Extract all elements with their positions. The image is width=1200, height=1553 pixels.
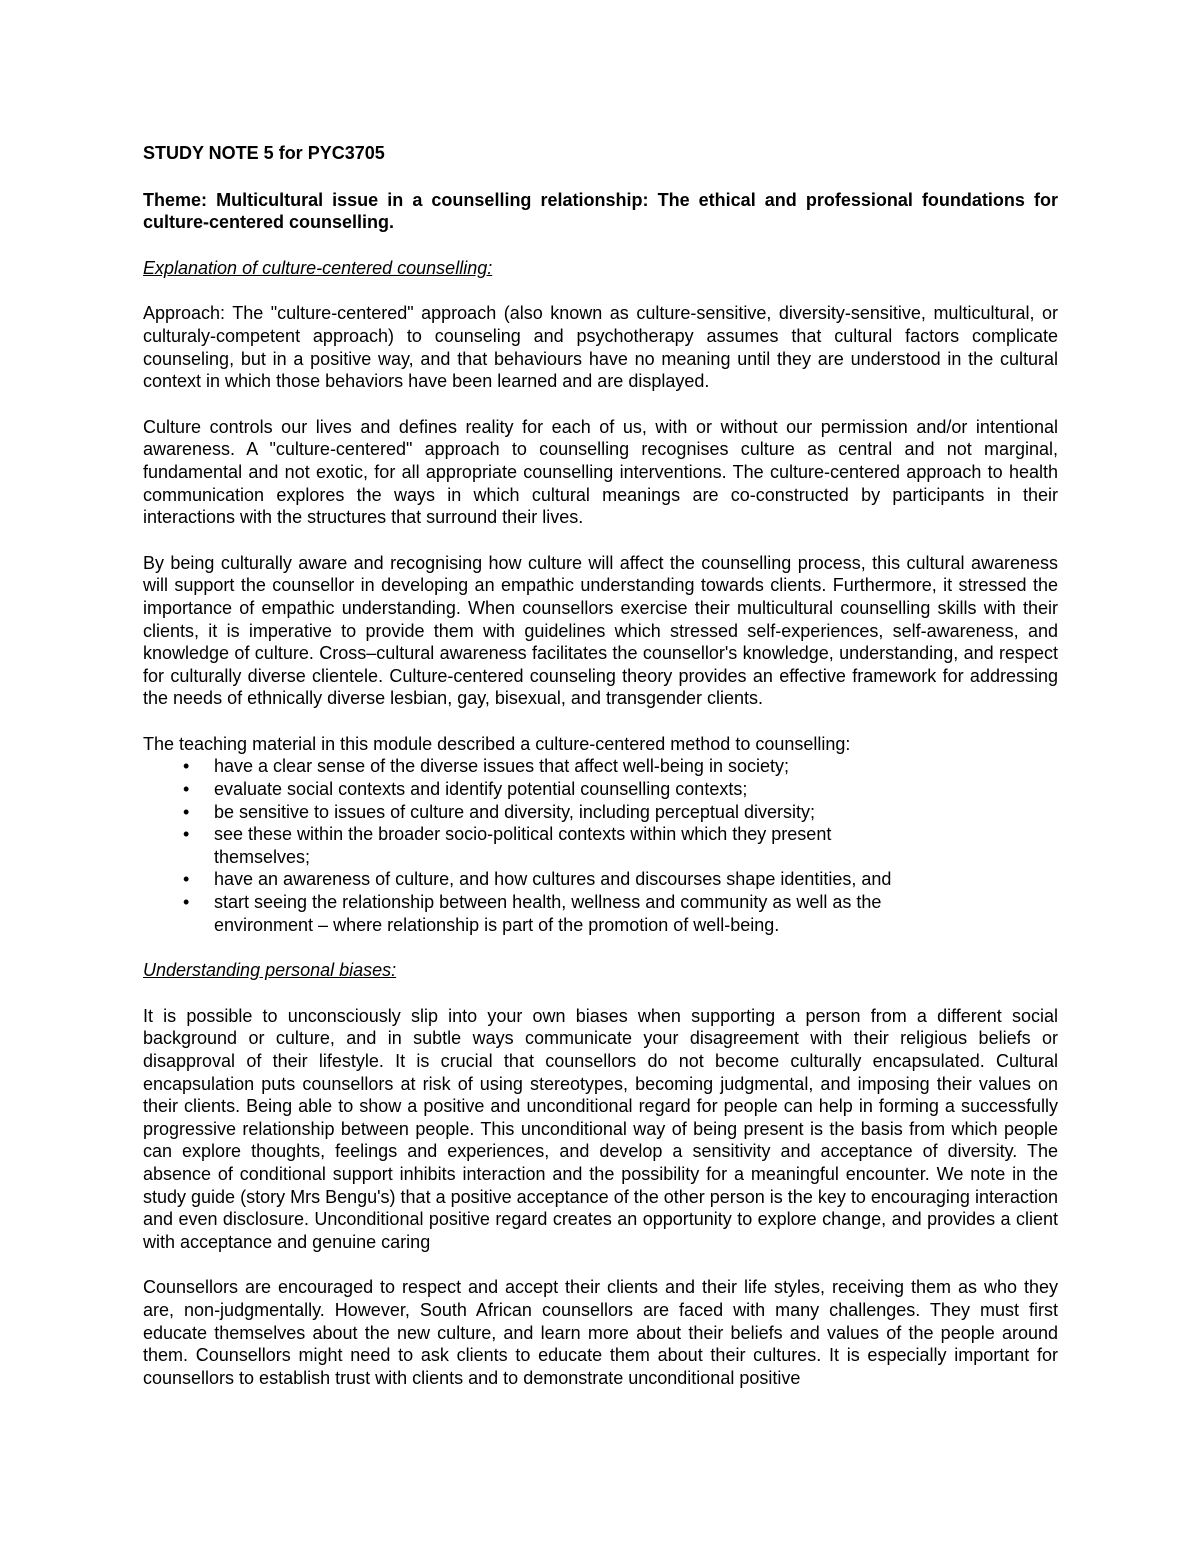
- section-heading-culture-centered: Explanation of culture-centered counselling:: [143, 257, 493, 278]
- bullet-icon: •: [183, 801, 190, 822]
- list-item-text: start seeing the relationship between health, wellness and community as well as the environment – where relationship is part of the promotion of well-being.: [214, 892, 882, 935]
- document-title: STUDY NOTE 5 for PYC3705: [143, 143, 385, 163]
- paragraph-approach: Approach: The "culture-centered" approach (also known as culture-sensitive, diversity-sensitive, multicultural, or culturaly-competent approach) to counseling and psychotherapy assumes that cultural factors complicate counseling, but in a positive way, and that behaviours have no meaning until they are understood in the cultural context in which those behaviors have been learned and are displayed.: [143, 303, 1058, 392]
- list-item-text: see these within the broader socio-political contexts within which they present themselves;: [214, 824, 832, 867]
- list-item-text: be sensitive to issues of culture and diversity, including perceptual diversity;: [214, 801, 815, 822]
- section-heading-personal-biases: Understanding personal biases:: [143, 960, 397, 981]
- bullet-icon: •: [183, 756, 190, 777]
- list-item: [143, 891, 914, 936]
- paragraph-culture-controls: Culture controls our lives and defines reality for each of us, with or without our permission and/or intentional awareness. A "culture-centered" approach to counselling recognises culture as central and not marginal, fundamental and not exotic, for all appropriate counselling interventions. The culture-centered approach to health communication explores the ways in which cultural meanings are co-constructed by participants in their interactions with the structures that surround their lives.: [143, 416, 1058, 528]
- bullet-icon: •: [183, 779, 190, 800]
- list-item: [143, 868, 914, 891]
- list-intro: The teaching material in this module described a culture-centered method to counselling:: [143, 733, 851, 754]
- paragraph-cultural-awareness: By being culturally aware and recognising how culture will affect the counselling process, this cultural awareness will support the counsellor in developing an empathic understanding towards clients. Furthermore, it stressed the importance of empathic understanding. When counsellors exercise their multicultural counselling skills with their clients, it is imperative to provide them with guidelines which stressed self-experiences, self-awareness, and knowledge of culture. Cross–cultural awareness facilitates the counsellor's knowledge, understanding, and respect for culturally diverse clientele. Culture-centered counseling theory provides an effective framework for addressing the needs of ethnically diverse lesbian, gay, bisexual, and transgender clients.: [143, 552, 1058, 709]
- bullet-icon: •: [183, 869, 190, 890]
- paragraph-respect-clients: Counsellors are encouraged to respect and accept their clients and their life styles, receiving them as who they are, non-judgmentally. However, South African counsellors are faced with many challenges. They must first educate themselves about the new culture, and learn more about their beliefs and values of the people around them. Counsellors might need to ask clients to educate them about their cultures. It is especially important for counsellors to establish trust with clients and to demonstrate unconditional positive: [143, 1277, 1058, 1388]
- document-page: [143, 142, 1058, 1412]
- list-item: [143, 801, 914, 824]
- list-item: [143, 778, 914, 801]
- bullet-icon: •: [183, 824, 190, 845]
- list-item-text: evaluate social contexts and identify potential counselling contexts;: [214, 779, 748, 800]
- bullet-icon: •: [183, 892, 190, 913]
- list-item-text: have a clear sense of the diverse issues that affect well-being in society;: [214, 756, 789, 777]
- method-bullet-list: [143, 755, 1058, 936]
- list-item-text: have an awareness of culture, and how cultures and discourses shape identities, and: [214, 869, 892, 890]
- list-item: [143, 755, 914, 778]
- document-theme: Theme: Multicultural issue in a counselling relationship: The ethical and professional foundations for culture-centered counselling.: [143, 189, 1058, 233]
- paragraph-unconscious-biases: It is possible to unconsciously slip into your own biases when supporting a person from a different social background or culture, and in subtle ways communicate your disagreement with their religious beliefs or disapproval of their lifestyle. It is crucial that counsellors do not become culturally encapsulated. Cultural encapsulation puts counsellors at risk of using stereotypes, becoming judgmental, and imposing their values on their clients. Being able to show a positive and unconditional regard for people can help in forming a successfully progressive relationship between people. This unconditional way of being present is the basis from which people can explore thoughts, feelings and experiences, and develop a sensitivity and acceptance of diversity. The absence of conditional support inhibits interaction and the possibility for a meaningful encounter. We note in the study guide (story Mrs Bengu's) that a positive acceptance of the other person is the key to encouraging interaction and even disclosure. Unconditional positive regard creates an opportunity to explore change, and provides a client with acceptance and genuine caring: [143, 1005, 1058, 1252]
- list-item: [143, 823, 914, 868]
